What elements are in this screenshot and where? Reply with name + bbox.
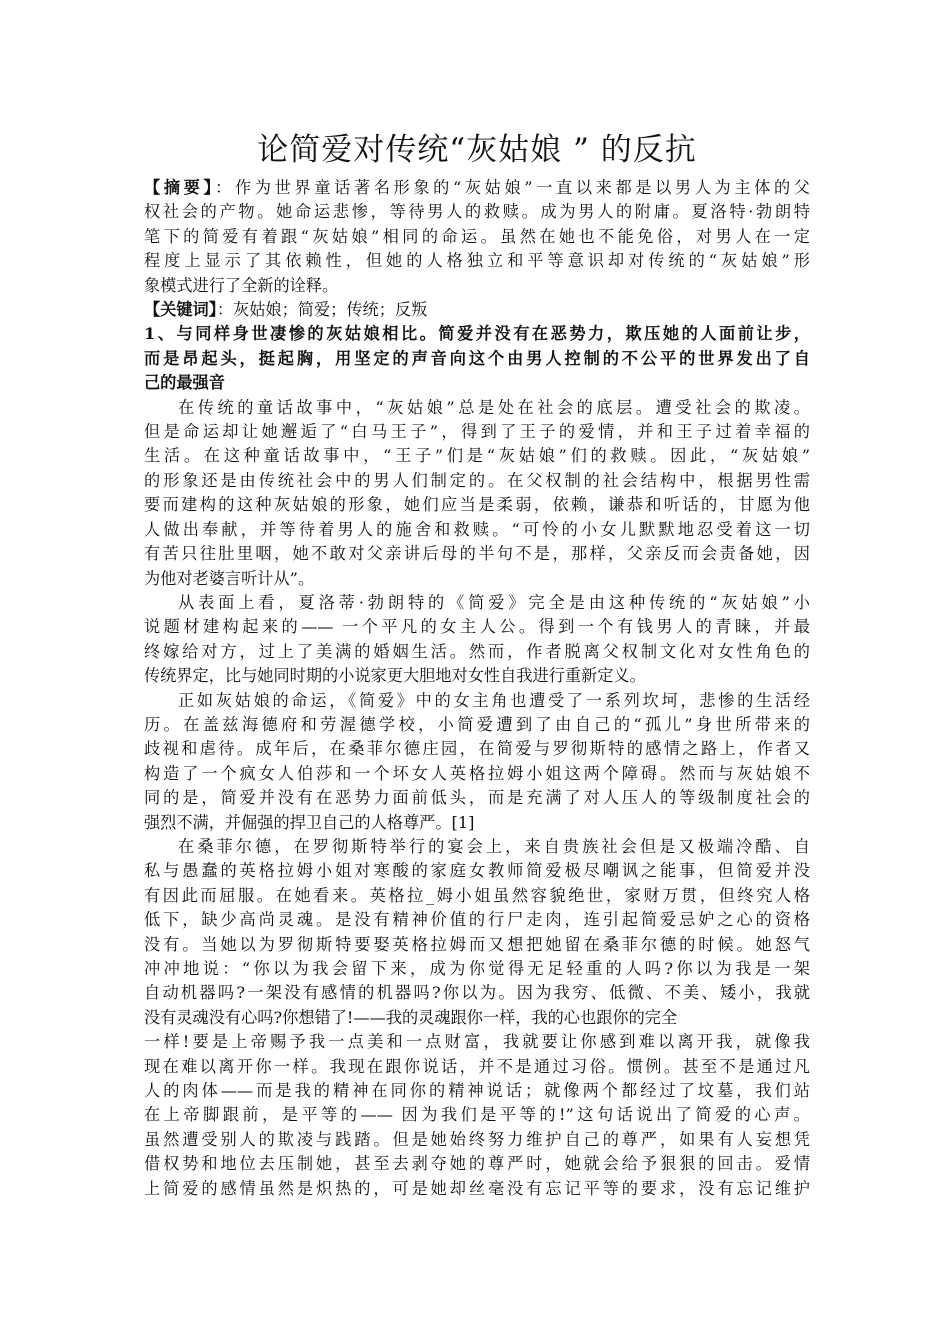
- paragraph-line: 人做出奉献，并等待着男人的施舍和救赎。“可怜的小女儿默默地忍受着这一切: [144, 519, 810, 539]
- section-heading: [144, 322, 810, 395]
- paragraph-line: 私与愚蠢的英格拉姆小姐对寒酸的家庭女教师简爱极尽嘲讽之能事，但简爱并没: [144, 861, 810, 881]
- paragraph-line: 传统界定，比与她同时期的小说家更大胆地对女性自我进行重新定义。: [144, 666, 646, 686]
- abstract-line: 权社会的产物。她命运悲惨，等待男人的救赎。成为男人的附庸。夏洛特·勃朗特: [144, 202, 810, 222]
- abstract-line: 象模式进行了全新的诠释。: [144, 275, 339, 295]
- paragraph-line: 强烈不满，并倔强的捍卫自己的人格尊严。[1]: [144, 812, 475, 832]
- paragraph-line: 在传统的童话故事中，“灰姑娘”总是处在社会的底层。遭受社会的欺凌。: [178, 397, 810, 417]
- paragraph-line: 但是命运却让她邂逅了“白马王子”，得到了王子的爱情，并和王子过着幸福的: [144, 422, 810, 442]
- paragraph-line: 历。在盖兹海德府和劳渥德学校，小简爱遭到了由自己的“孤儿”身世所带来的: [144, 714, 810, 734]
- paragraph: [144, 591, 810, 689]
- paragraph: [144, 396, 810, 591]
- heading-line: 1、与同样身世凄惨的灰姑娘相比。简爱并没有在恶势力，欺压她的人面前让步，: [144, 324, 810, 344]
- paragraph-line: 有苦只往肚里咽，她不敢对父亲讲后母的半句不是，那样，父亲反而会责备她，因: [144, 544, 810, 564]
- paragraph-line: 冲冲地说：“你以为我会留下来，成为你觉得无足轻重的人吗?你以为我是一架: [144, 959, 810, 978]
- abstract-line: 笔下的简爱有着跟“灰姑娘”相同的命运。虽然在她也不能免俗，对男人在一定: [144, 226, 810, 246]
- paragraph-line: 要而建构的这种灰姑娘的形象，她们应当是柔弱，依赖，谦恭和听话的，甘愿为他: [144, 495, 810, 515]
- paragraph-line: 正如灰姑娘的命运，《简爱》中的女主角也遭受了一系列坎坷，悲惨的生活经: [178, 690, 810, 710]
- paragraph-line: 有因此而屈服。在她看来。英格拉_姆小姐虽然容貌绝世，家财万贯，但终究人格: [144, 885, 810, 905]
- document-page: [144, 128, 810, 1201]
- paragraph-line: 说题材建构起来的—— 一个平凡的女主人公。得到一个有钱男人的青睐，并最: [144, 617, 810, 637]
- keywords-text: ：灰姑娘；简爱；传统；反叛: [216, 300, 428, 320]
- paragraph: [144, 689, 810, 835]
- paragraph-line: 人的肉体——而是我的精神在同你的精神说话；就像两个都经过了坟墓，我们站: [144, 1081, 810, 1101]
- keywords-line: [144, 298, 810, 322]
- paragraph-line: 为他对老婆言听计从”。: [144, 568, 315, 588]
- heading-line: 而是昂起头，挺起胸，用坚定的声音向这个由男人控制的不公平的世界发出了自: [144, 348, 810, 368]
- paragraph-line: 在上帝脚跟前，是平等的—— 因为我们是平等的!”这句话说出了简爱的心声。: [144, 1105, 810, 1125]
- paragraph-line: 构造了一个疯女人伯莎和一个坏女人英格拉姆小姐这两个障碍。然而与灰姑娘不: [144, 763, 810, 783]
- paragraph-line: 借权势和地位去压制她，甚至去剥夺她的尊严时，她就会给予狠狠的回击。爱情: [144, 1154, 810, 1174]
- paragraph-line: 虽然遭受别人的欺凌与践踏。但是她始终努力维护自己的尊严，如果有人妄想凭: [144, 1129, 810, 1149]
- paragraph-line: 没有。当她以为罗彻斯特要娶英格拉姆而又想把她留在桑菲尔德的时候。她怒气: [144, 934, 810, 954]
- abstract-line: 【摘要】：作为世界童话著名形象的“灰姑娘”一直以来都是以男人为主体的父: [144, 178, 810, 197]
- abstract-line: 程度上显示了其依赖性，但她的人格独立和平等意识却对传统的“灰姑娘”形: [144, 251, 810, 271]
- paragraph: [144, 835, 810, 1201]
- paragraph-line: 歧视和虐待。成年后，在桑菲尔德庄园，在简爱与罗彻斯特的感情之路上，作者又: [144, 739, 810, 759]
- heading-line: 己的最强音: [144, 373, 225, 393]
- paragraph-line: 终嫁给对方，过上了美满的婚姻生活。然而，作者脱离父权制文化对女性角色的: [144, 641, 810, 661]
- document-title: 论简爱对传统“灰姑娘 ” 的反抗: [257, 132, 697, 168]
- keywords-label: 【关键词】: [144, 300, 217, 320]
- paragraph-line: 低下，缺少高尚灵魂。是没有精神价值的行尸走肉，连引起简爱忌妒之心的资格: [144, 910, 810, 930]
- paragraph-line: 一样!要是上帝赐予我一点美和一点财富，我就要让你感到难以离开我，就像我: [144, 1032, 810, 1052]
- paragraph-line: 没有灵魂没有心吗?你想错了!——我的灵魂跟你一样，我的心也跟你的完全: [144, 1007, 678, 1027]
- paragraph-line: 同的是，简爱并没有在恶势力面前低头，而是充满了对人压人的等级制度社会的: [144, 788, 810, 808]
- paragraph-line: 现在难以离开你一样。我现在跟你说话，并不是通过习俗。惯例。甚至不是通过凡: [144, 1056, 810, 1076]
- paragraph-line: 从表面上看，夏洛蒂·勃朗特的《简爱》完全是由这种传统的“灰姑娘”小: [178, 592, 810, 612]
- paragraph-line: 自动机器吗?一架没有感情的机器吗?你以为。因为我穷、低微、不美、矮小，我就: [144, 983, 810, 1003]
- abstract-label: 【摘要】: [144, 178, 216, 197]
- paragraph-line: 生活。在这种童话故事中，“王子”们是“灰姑娘”们的救赎。因此，“灰姑娘”: [144, 446, 810, 466]
- paragraph-line: 的形象还是由传统社会中的男人们制定的。在父权制的社会结构中，根据男性需: [144, 470, 810, 490]
- paragraph-line: 上简爱的感情虽然是炽热的，可是她却丝毫没有忘记平等的要求，没有忘记维护: [144, 1178, 810, 1198]
- abstract-section: [144, 176, 810, 298]
- paragraph-line: 在桑菲尔德，在罗彻斯特举行的宴会上，来自贵族社会但是又极端冷酷、自: [178, 836, 810, 856]
